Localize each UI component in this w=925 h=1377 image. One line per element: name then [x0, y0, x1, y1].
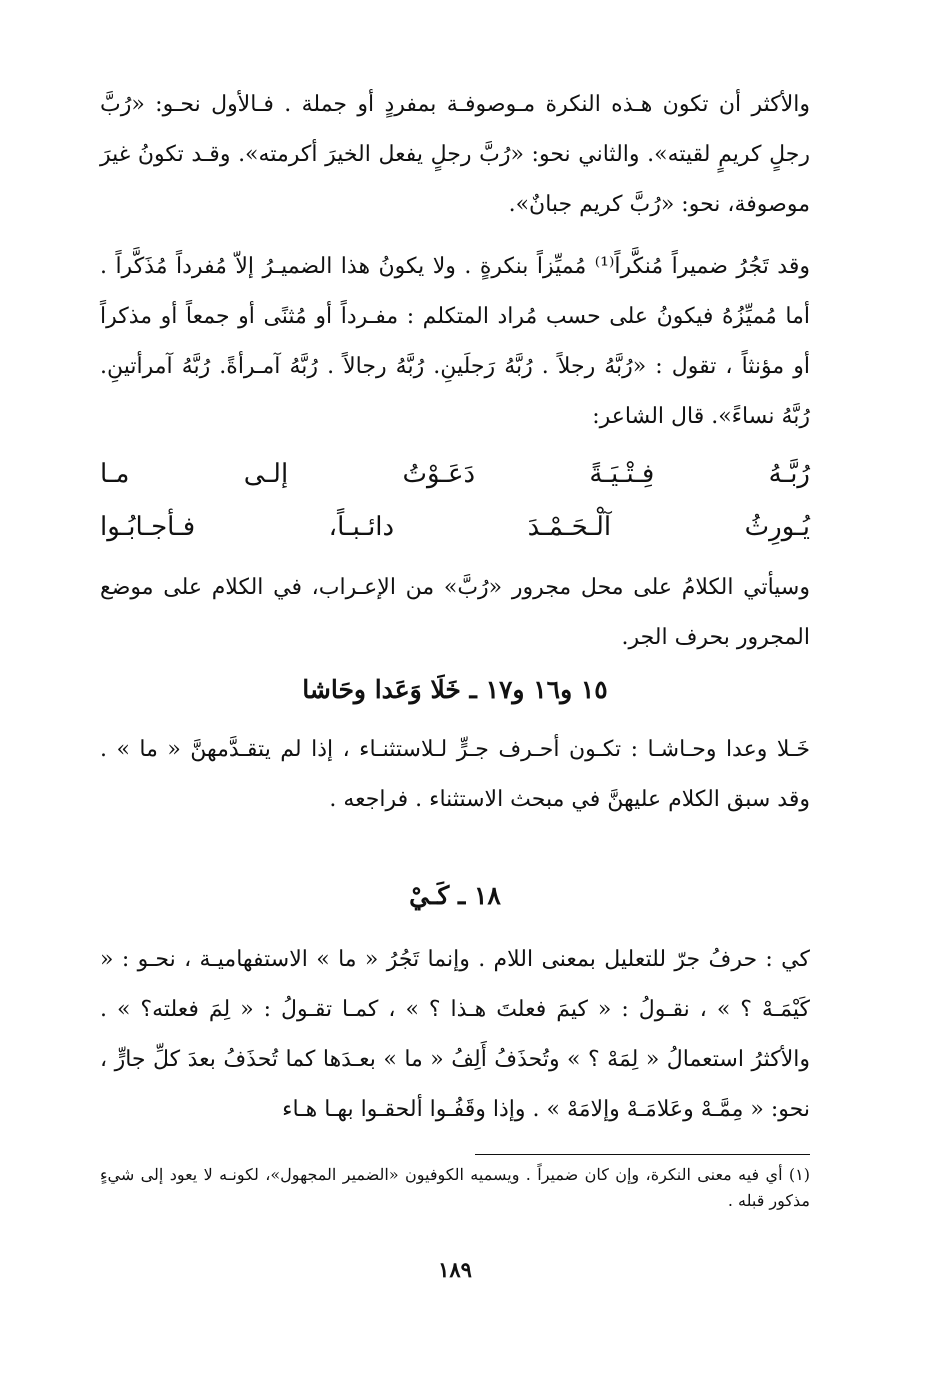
footnote-divider	[475, 1154, 810, 1155]
poem-word: آلْـحَـمْـدَ	[527, 512, 612, 542]
poem-word: رُبَّـهُ	[768, 459, 810, 489]
poem-word: إلـى	[243, 459, 289, 489]
poem-word: مـا	[100, 459, 130, 489]
poem-word: فـأجـابُـوا	[100, 512, 196, 542]
section-heading-kay: ١٨ ـ كَـيْ	[409, 881, 501, 910]
book-page	[100, 0, 810, 1377]
footnote: (١) أي فيه معنى النكرة، وإن كان ضميراً . ويسميه الكوفيون «الضمير المجهول»، لكونـه لا يعود إلى شيءٍ مذكور قبله .	[100, 1165, 810, 1210]
poem-word: دائـبـاً،	[328, 512, 395, 542]
poem-word: يُـورِثُ	[744, 512, 810, 542]
paragraph-i3rab-note: وسيأتي الكلامُ على محل مجرور «رُبَّ» من الإعـراب، في الكلام على موضع المجرور بحرف الجر.	[100, 575, 810, 650]
paragraph-khala-ada-hasha: خَـلا وعدا وحـاشـا : تكـون أحـرف جـرٍّ لـلاستثنـاء ، إذا لم يتقـدَّمهنَّ « ما » . وقد سبق الكلام عليهنَّ في مبحث الاستثناء . فراجعه .	[100, 737, 810, 812]
page-number: ١٨٩	[438, 1257, 472, 1282]
poem-line-2	[100, 503, 810, 551]
poem-word: دَعَـوْتُ	[402, 459, 476, 489]
paragraph-pronoun-rubba: وقد تَجُرُ ضميراً مُنكَّراً⁽¹⁾ مُميِّزاً بنكرةٍ . ولا يكونُ هذا الضميـرُ إلاّ مُفرداً مُذَكَّراً . أما مُميِّزُهُ فيكونُ على حسب مُراد المتكلم : مفـرداً أو مُثنًى أو جمعاً أو مذكراً أو مؤنثاً ، تقول : «رُبَّهُ رجلاً . رُبَّهُ رَجلَينِ. رُبَّهُ رجالاً . رُبَّهُ آمـرأةً. رُبَّهُ آمرأتينِ. رُبَّهُ نساءً». قال الشاعر:	[100, 254, 810, 429]
paragraph-kay: كي : حرفُ جرّ للتعليل بمعنى اللام . وإنما تَجُرُ « ما » الاستفهاميـة ، نحـو : « كَيْمَـهْ ؟ » ، نقـولُ : « كيمَ فعلتَ هـذا ؟ » ، كمـا تقـولُ : « لِمَ فعلته؟ » . والأكثرُ استعمالُ « لِمَهْ ؟ » وتُحذَفُ أَلِفُ « ما » بعـدَها كما تُحذَفُ بعدَ كلِّ جارٍّ ، نحو: « مِمَّـهْ وعَلامَـهْ وإلامَهْ » . وإذا وقَفُـوا ألحقـوا بهـا هـاء	[100, 947, 810, 1122]
section-heading-khala-ada-hasha: ١٥ و١٦ و١٧ ـ خَلَا وَعَدا وحَاشا	[302, 675, 608, 704]
paragraph-described-nakira: والأكثر أن تكون هـذه النكرة مـوصوفـة بمفردٍ أو جملة . فـالأول نحـو: «رُبَّ رجلٍ كريمٍ لقيته». والثاني نحو: «رُبَّ رجلٍ يفعل الخيرَ أكرمته». وقـد تكونُ غيرَ موصوفة، نحو: «رُبَّ كريم جبانٌ».	[100, 92, 810, 217]
poem-word: فِـتْـيَـةً	[589, 459, 655, 489]
poem-line-1	[100, 450, 810, 498]
